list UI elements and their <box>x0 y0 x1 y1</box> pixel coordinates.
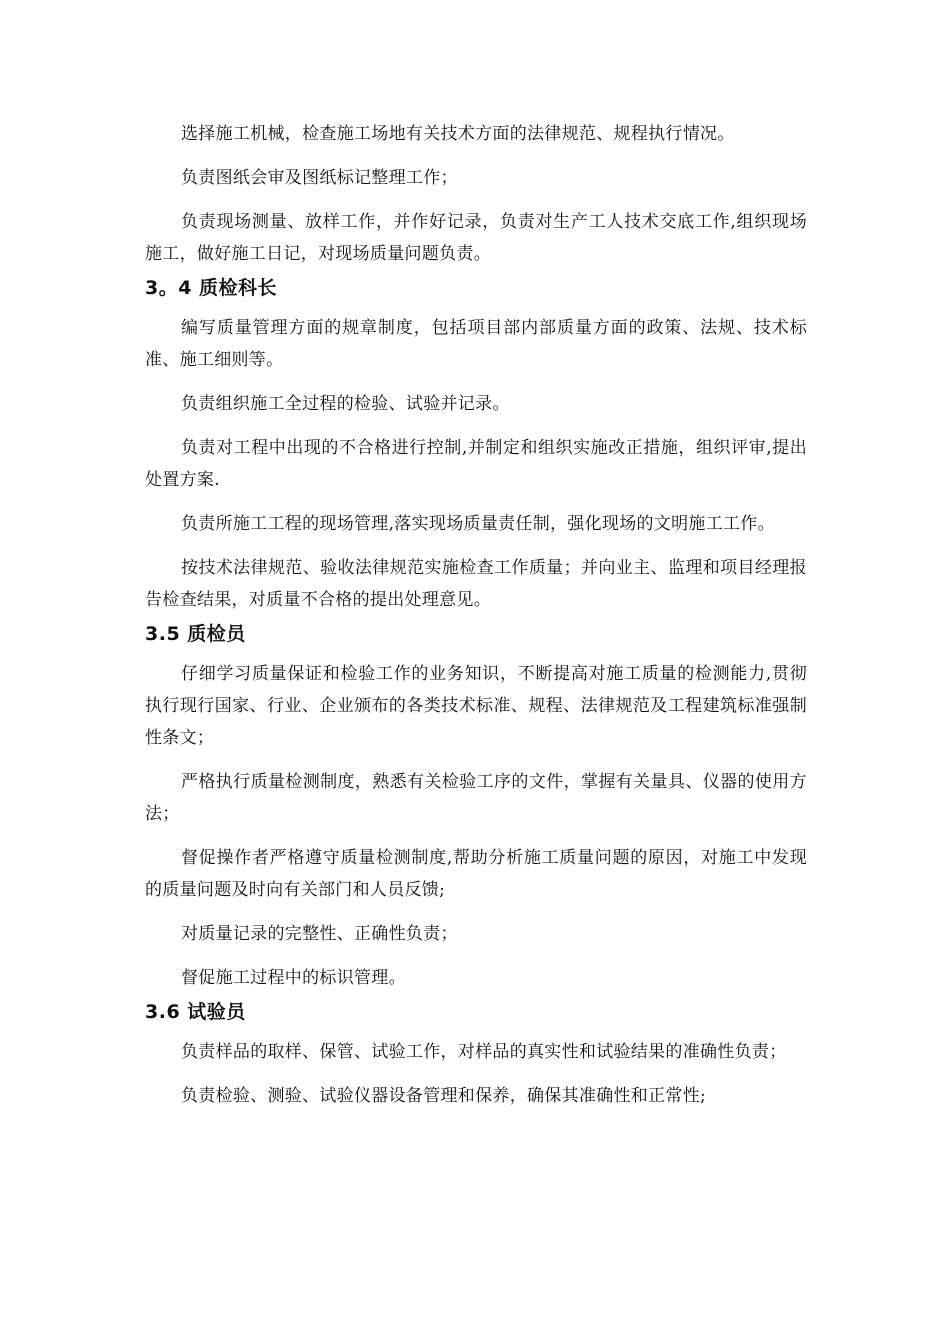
paragraph: 负责检验、测验、试验仪器设备管理和保养，确保其准确性和正常性; <box>181 1086 707 1106</box>
section-heading-3-4: 3。4 质检科长 <box>145 277 278 299</box>
paragraph: 督促施工过程中的标识管理。 <box>181 968 406 988</box>
paragraph: 编写质量管理方面的规章制度，包括项目部内部质量方面的政策、法规、技术标准、施工细则等。 <box>145 318 807 370</box>
paragraph: 负责样品的取样、保管、试验工作，对样品的真实性和试验结果的准确性负责； <box>181 1042 787 1062</box>
paragraph: 负责组织施工全过程的检验、试验并记录。 <box>181 394 510 414</box>
paragraph: 严格执行质量检测制度，熟悉有关检验工序的文件，掌握有关量具、仪器的使用方法； <box>145 772 807 824</box>
paragraph: 负责所施工工程的现场管理,落实现场质量责任制，强化现场的文明施工工作。 <box>181 514 775 534</box>
section-heading-3-5: 3.5 质检员 <box>145 623 246 645</box>
paragraph: 负责对工程中出现的不合格进行控制,并制定和组织实施改正措施，组织评审,提出处置方案. <box>145 438 807 490</box>
section-heading-3-6: 3.6 试验员 <box>145 1001 246 1023</box>
paragraph: 督促操作者严格遵守质量检测制度,帮助分析施工质量问题的原因，对施工中发现的质量问题及时向有关部门和人员反馈; <box>145 848 807 900</box>
paragraph: 按技术法律规范、验收法律规范实施检查工作质量；并向业主、监理和项目经理报告检查结果，对质量不合格的提出处理意见。 <box>145 558 807 610</box>
document-page <box>145 118 807 1112</box>
paragraph: 负责图纸会审及图纸标记整理工作； <box>181 168 458 188</box>
paragraph: 负责现场测量、放样工作，并作好记录，负责对生产工人技术交底工作,组织现场施工，做好施工日记，对现场质量问题负责。 <box>145 212 807 264</box>
paragraph: 对质量记录的完整性、正确性负责； <box>181 924 458 944</box>
paragraph: 选择施工机械，检查施工场地有关技术方面的法律规范、规程执行情况。 <box>181 124 735 144</box>
paragraph: 仔细学习质量保证和检验工作的业务知识，不断提高对施工质量的检测能力,贯彻执行现行国家、行业、企业颁布的各类技术标准、规程、法律规范及工程建筑标准强制性条文； <box>145 664 807 748</box>
